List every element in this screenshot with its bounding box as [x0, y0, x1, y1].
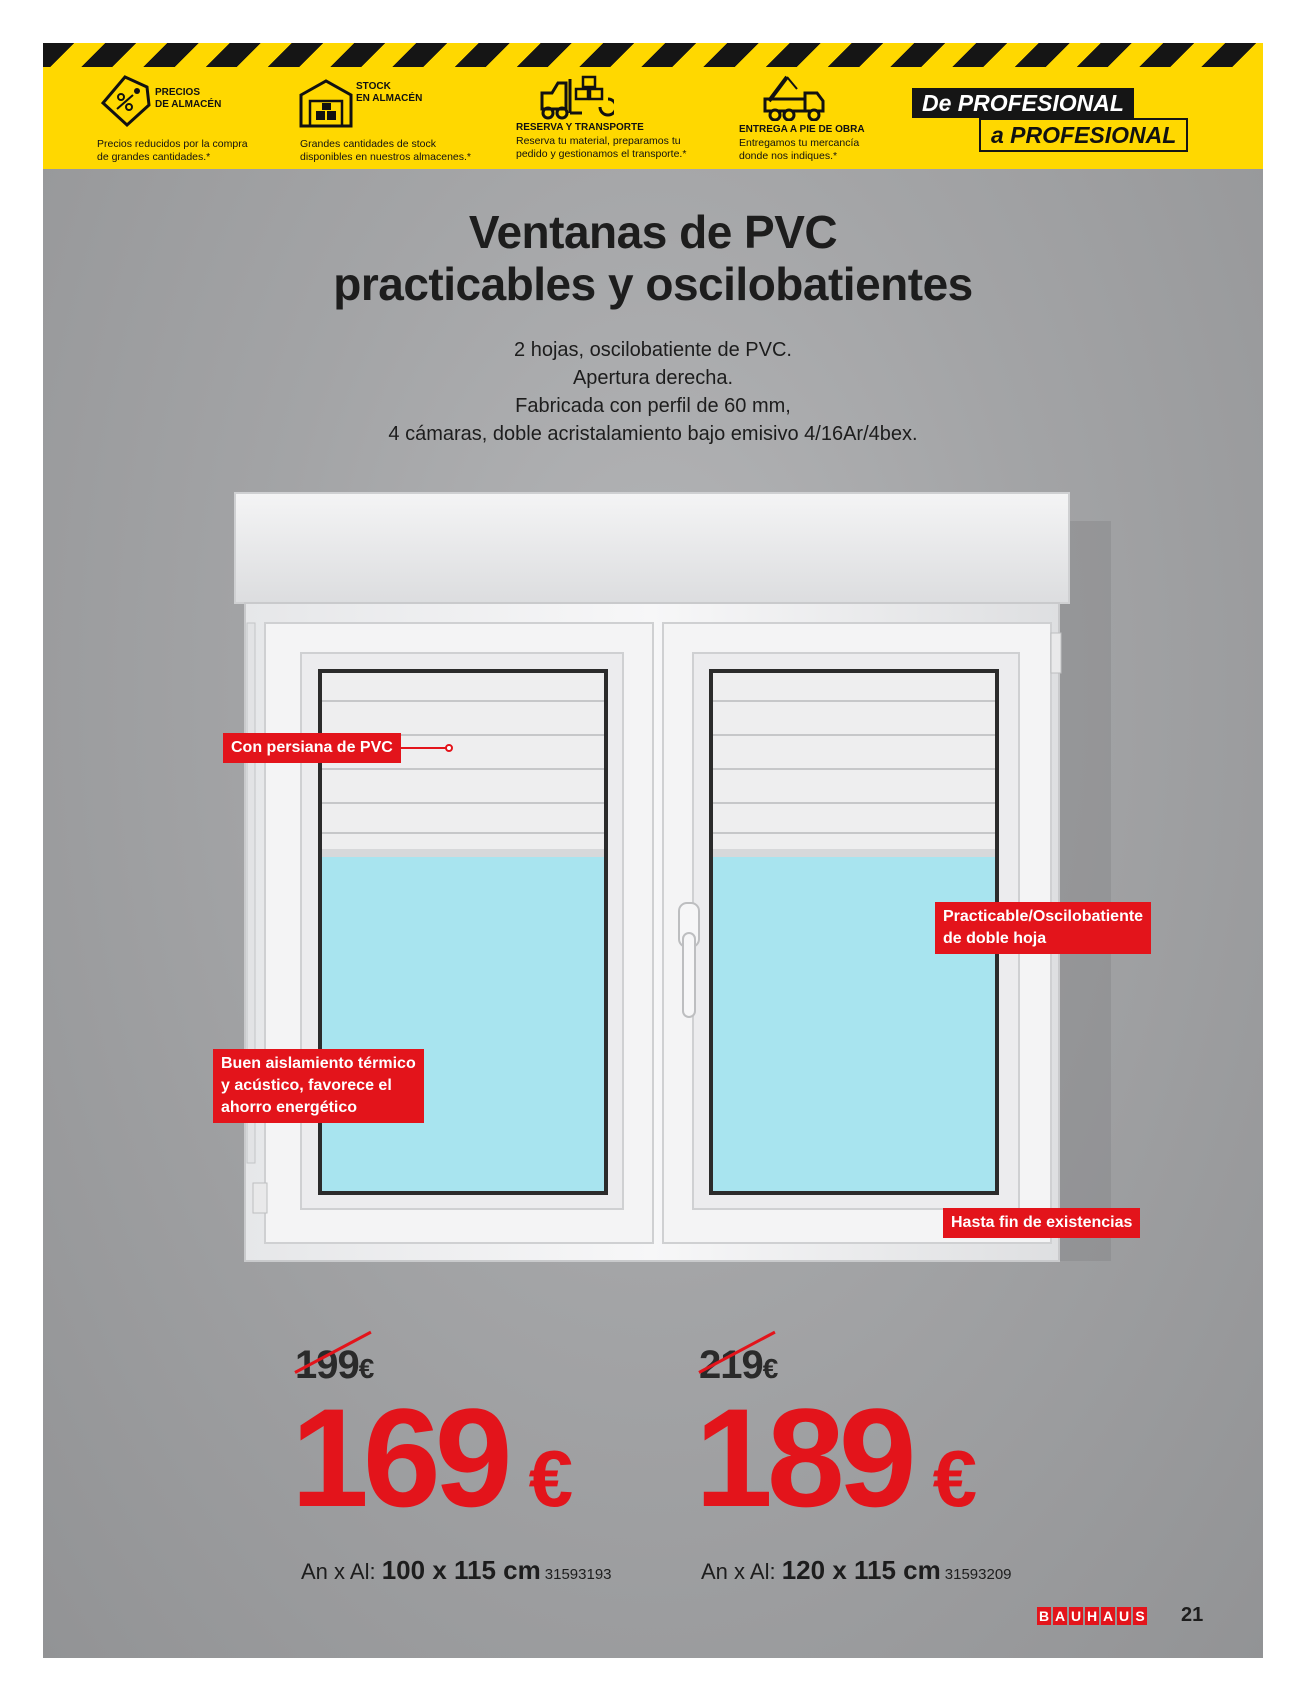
feature-stock	[298, 67, 488, 169]
roller-shutter-left	[322, 673, 604, 857]
flyer-page	[43, 43, 1263, 1658]
callout-practicable: Practicable/Oscilobatiente de doble hoja	[935, 902, 1151, 954]
page-number: 21	[1181, 1604, 1204, 1626]
new-price-1: 169 €	[291, 1379, 574, 1536]
feature-precios	[93, 67, 273, 169]
pvc-window-image	[193, 483, 1143, 1283]
old-price-1: 199€	[295, 1343, 374, 1387]
feature-description: Reserva tu material, preparamos tu pedido y gestionamos el transporte.*	[516, 135, 687, 160]
old-price-2: 219€	[699, 1343, 778, 1387]
headline-line-1: Ventanas de PVC	[468, 206, 838, 258]
new-price-2: 189 €	[695, 1379, 978, 1536]
callout-persiana: Con persiana de PVC	[223, 733, 401, 763]
crane-truck-icon	[761, 71, 827, 121]
price-tag-icon	[97, 73, 153, 129]
feature-description: Grandes cantidades de stock disponibles en nuestros almacenes.*	[300, 138, 472, 163]
window-handle	[679, 903, 699, 1017]
callout-pointer	[393, 743, 455, 753]
feature-reserva	[516, 67, 716, 169]
description-line-1: 2 hojas, oscilobatiente de PVC.	[514, 339, 792, 361]
description-line-4: 4 cámaras, doble acristalamiento bajo emisivo 4/16Ar/4bex.	[388, 423, 918, 445]
description-line-3: Fabricada con perfil de 60 mm,	[515, 395, 791, 417]
feature-title: ENTREGA A PIE DE OBRA	[739, 124, 865, 135]
feature-entrega	[739, 67, 899, 169]
feature-description: Precios reducidos por la compra de grandes cantidades.*	[97, 138, 248, 163]
callout-aislamiento: Buen aislamiento térmico y acústico, favorece el ahorro energético	[213, 1049, 424, 1123]
feature-title: PRECIOS DE ALMACÉN	[155, 87, 222, 110]
forklift-icon	[538, 75, 614, 121]
feature-title: STOCK EN ALMACÉN	[356, 81, 423, 104]
warehouse-icon	[298, 77, 354, 129]
feature-banner	[43, 67, 1263, 169]
dimensions-1: An x Al: 100 x 115 cm 31593193	[301, 1555, 612, 1585]
slogan-line-1: De PROFESIONAL	[912, 88, 1134, 118]
description-line-2: Apertura derecha.	[572, 367, 734, 389]
feature-description: Entregamos tu mercancía donde nos indiques.*	[739, 137, 860, 162]
headline-line-2: practicables y oscilobatientes	[333, 258, 973, 310]
bauhaus-logo: B A U H A U S	[1037, 1607, 1147, 1625]
callout-existencias: Hasta fin de existencias	[943, 1208, 1140, 1238]
roller-shutter-right	[713, 673, 995, 857]
feature-title: RESERVA Y TRANSPORTE	[516, 122, 644, 133]
hazard-stripe	[43, 43, 1263, 67]
dimensions-2: An x Al: 120 x 115 cm 31593209	[701, 1555, 1012, 1585]
slogan-line-2: a PROFESIONAL	[979, 118, 1188, 152]
shutter-box	[235, 493, 1069, 603]
